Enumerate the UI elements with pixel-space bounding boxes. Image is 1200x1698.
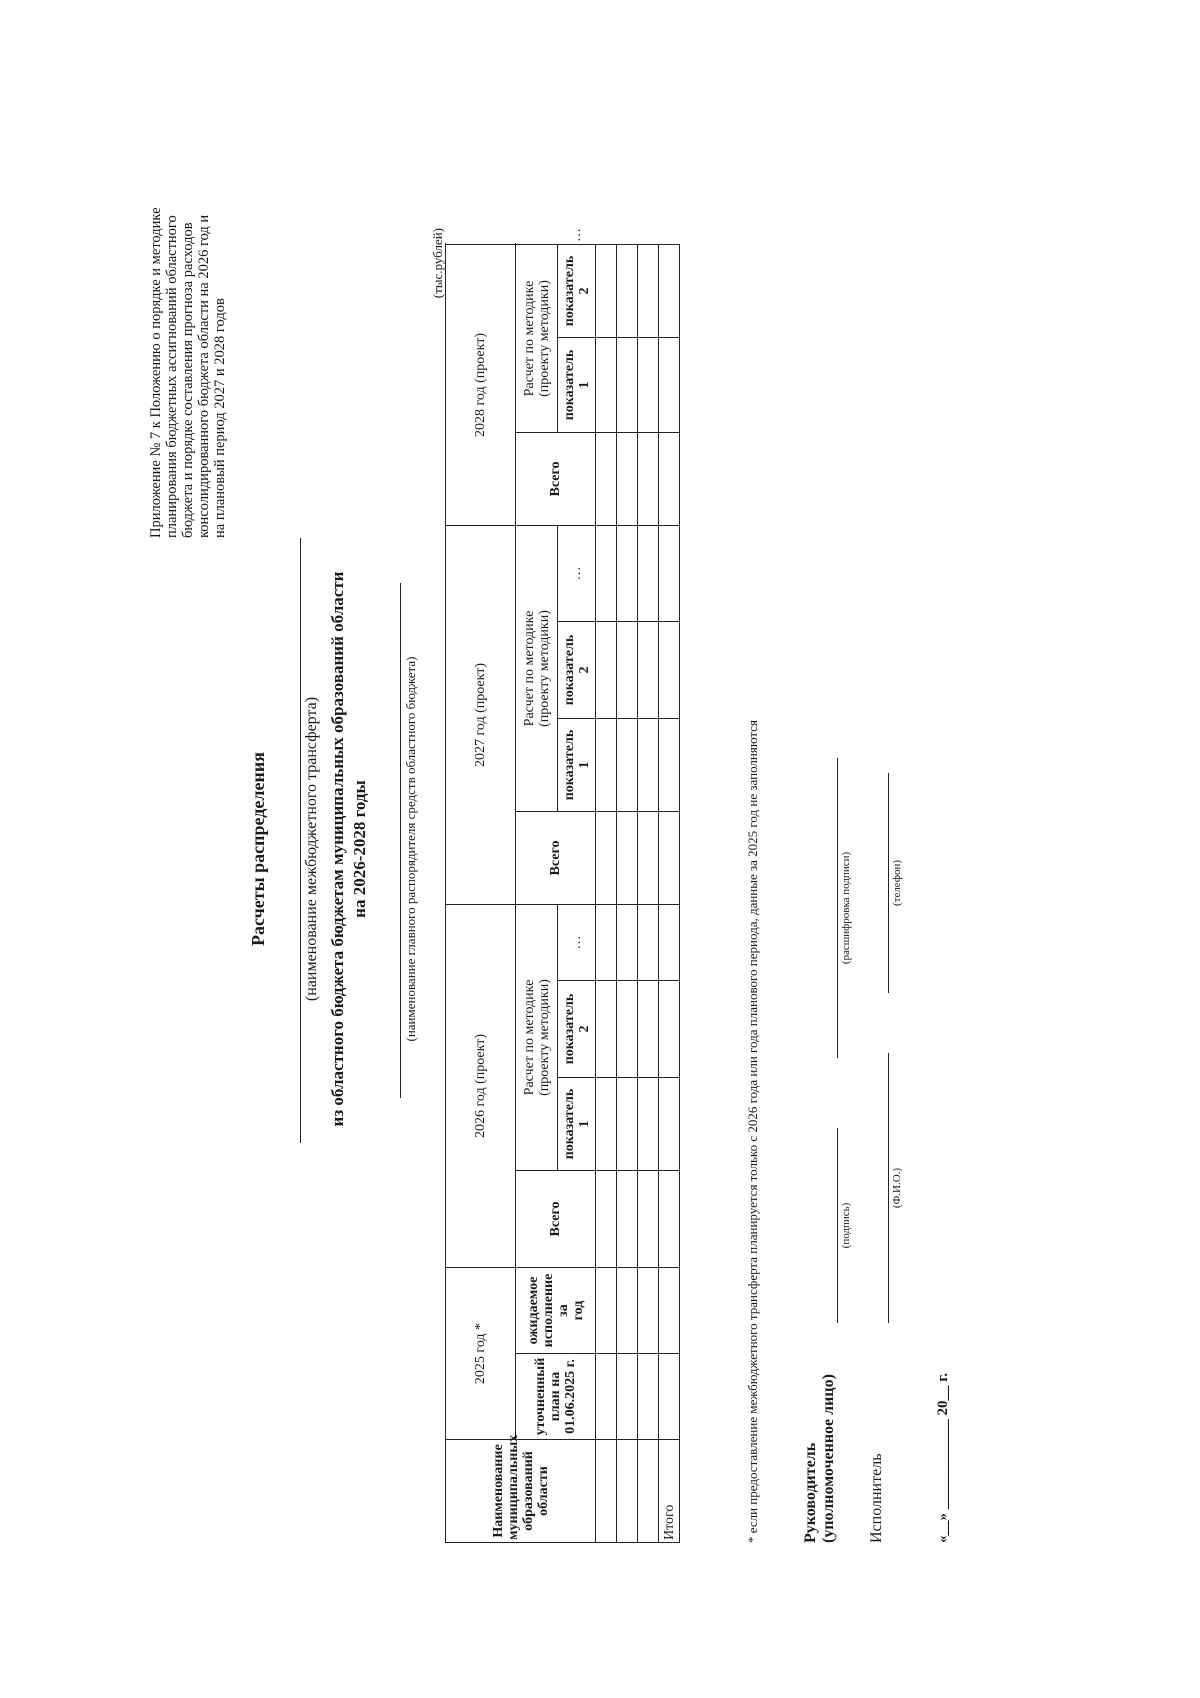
col-header-more: … (558, 526, 596, 622)
col-header-municipality: Наименование муниципальных образований области (446, 1440, 596, 1543)
head-name-line (837, 758, 838, 1058)
col-header-expected: ожидаемое исполнение за год (516, 1268, 596, 1354)
document-title: Расчеты распределения (248, 752, 268, 946)
document-subtitle-period: на 2026-2028 годы (350, 780, 369, 918)
distribution-table (445, 228, 680, 1543)
executor-name-line (888, 1053, 889, 1323)
col-header-indicator-2: показатель 2 (558, 622, 596, 719)
col-header-2025: 2025 год * (446, 1268, 516, 1440)
appendix-line: планирования бюджетных ассигнований областного (164, 215, 180, 538)
col-header-method-2028: Расчет по методике (проекту методики) (516, 245, 558, 433)
table-row (596, 245, 617, 1543)
date-line: «__» ____________ 20__ г. (935, 1372, 951, 1543)
col-header-indicator-1: показатель 1 (558, 338, 596, 433)
col-header-plan: уточненный план на 01.06.2025 г. (516, 1354, 596, 1440)
total-row (659, 245, 680, 1543)
appendix-line: на плановый период 2027 и 2028 годов (212, 298, 228, 538)
col-header-2028: 2028 год (проект) (446, 245, 516, 526)
table-row (638, 245, 659, 1543)
gr-name-caption: (наименование главного распорядителя средств областного бюджета) (403, 656, 418, 1042)
total-row-label: Итого (659, 1440, 680, 1543)
col-header-indicator-1: показатель 1 (558, 719, 596, 812)
executor-label: Исполнитель (868, 1453, 885, 1543)
appendix-line: бюджета и порядке составления прогноза расходов (180, 222, 196, 538)
col-header-total-2027: Всего (516, 812, 596, 905)
col-header-more: … (558, 905, 596, 981)
phone-caption: (телефон) (891, 859, 903, 907)
col-header-2027: 2027 год (проект) (446, 526, 516, 905)
col-header-total-2028: Всего (516, 433, 596, 526)
col-header-method-2027: Расчет по методике (проекту методики) (516, 526, 558, 812)
col-header-total-2026: Всего (516, 1171, 596, 1268)
header-row-indicators: показатель 1 показатель 2 … показатель 1 показатель 2 … показатель 1 показатель 2 … (558, 245, 596, 1543)
col-header-indicator-2: показатель 2 (558, 981, 596, 1078)
transfer-name-caption: (наименование межбюджетного трансферта) (303, 696, 320, 1002)
head-signature-line (837, 1128, 838, 1323)
col-header-method-2026: Расчет по методике (проекту методики) (516, 905, 558, 1171)
signature-decoding-caption: (расшифровка подписи) (840, 851, 852, 965)
col-header-indicator-2: показатель 2 (558, 245, 596, 338)
appendix-note (148, 138, 228, 538)
appendix-line: Приложение № 7 к Положению о порядке и методике (148, 207, 164, 538)
appendix-line: консолидированного бюджета области на 2026 год и (196, 214, 212, 538)
table-row (617, 245, 638, 1543)
gr-name-line (400, 583, 401, 1098)
header-row-methods (516, 245, 558, 1543)
footnote: * если предоставление межбюджетного трансферта планируется только с 2026 года или года планового периода, данные за 2025 год не заполняются (745, 720, 760, 1543)
fio-caption: (Ф.И.О.) (891, 1167, 903, 1209)
units-label: (тыс.рублей) (430, 228, 445, 299)
signature-caption: (подпись) (840, 1202, 852, 1249)
document-subtitle: из областного бюджета бюджетам муниципальных образований области (328, 571, 347, 1127)
transfer-name-line (300, 538, 301, 1143)
header-row-years (446, 245, 516, 1543)
head-label: Руководитель (уполномоченное лицо) (802, 1374, 837, 1543)
col-header-2026: 2026 год (проект) (446, 905, 516, 1268)
col-header-indicator-1: показатель 1 (558, 1078, 596, 1171)
executor-phone-line (888, 773, 889, 993)
